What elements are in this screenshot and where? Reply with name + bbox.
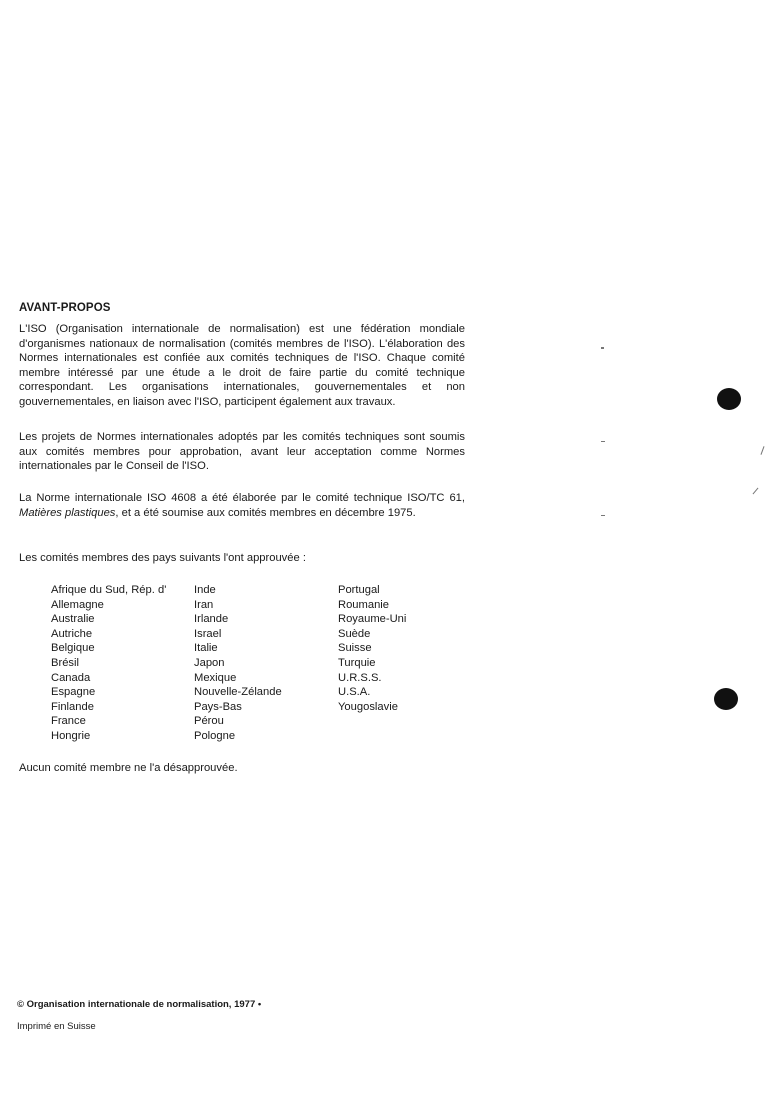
- country-name: Roumanie: [338, 598, 389, 611]
- country-name: Royaume-Uni: [338, 613, 407, 626]
- country-name: Israel: [194, 627, 222, 640]
- country-name: Italie: [194, 642, 218, 655]
- paragraph-draft-standards: Les projets de Normes internationales adoptés par les comités techniques sont soumis aux comités membres pour approbation, avant leur acceptation comme Normes internationales par le Conseil de l'ISO.: [19, 431, 465, 473]
- paragraph-standard-origin-part2: , et a été soumise aux comités membres en décembre 1975.: [115, 506, 416, 519]
- committee-title: Matières plastiques: [19, 506, 116, 519]
- copyright-notice: © Organisation internationale de normalisation, 1977 •: [17, 999, 262, 1010]
- country-name: Iran: [194, 598, 214, 611]
- country-column-1: [51, 583, 166, 744]
- scan-speck: [753, 488, 759, 495]
- country-name: Japon: [194, 656, 225, 669]
- country-name: Canada: [51, 671, 91, 684]
- country-name: Pologne: [194, 729, 236, 742]
- country-name: Autriche: [51, 627, 93, 640]
- country-name: France: [51, 715, 86, 728]
- paragraph-iso-intro: L'ISO (Organisation internationale de normalisation) est une fédération mondiale d'organismes nationaux de normalisation (comités membres de l'ISO). L'élaboration des Normes internationales est confiée aux comités techniques de l'ISO. Chaque comité membre intéressé par une étude a le droit de faire partie du comité technique correspondant. Les organisations internationales, gouvernementales et non gouvernementales, en liaison avec l'ISO, participent également aux travaux.: [19, 323, 465, 408]
- country-name: Mexique: [194, 671, 237, 684]
- country-name: Portugal: [338, 584, 380, 596]
- country-name: Suède: [338, 627, 371, 640]
- country-name: Nouvelle-Zélande: [194, 686, 282, 699]
- country-name: Espagne: [51, 686, 96, 699]
- scan-speck: [601, 441, 605, 442]
- country-name: Afrique du Sud, Rép. d': [51, 584, 167, 596]
- scan-speck: [760, 446, 764, 455]
- scan-speck: [601, 347, 604, 349]
- country-name: Belgique: [51, 642, 95, 655]
- country-name: Finlande: [51, 700, 94, 713]
- punch-hole-upper: [717, 388, 741, 410]
- paragraph-approval-intro: Les comités membres des pays suivants l'ont approuvée :: [19, 552, 306, 564]
- country-name: Yougoslavie: [338, 700, 398, 713]
- paragraph-standard-origin: [19, 491, 465, 520]
- country-name: Hongrie: [51, 729, 91, 742]
- section-heading: AVANT-PROPOS: [19, 302, 111, 314]
- country-name: Australie: [51, 613, 95, 626]
- country-name: Brésil: [51, 656, 79, 669]
- country-name: Suisse: [338, 642, 372, 655]
- country-name: Pays-Bas: [194, 700, 242, 713]
- paragraph-no-disapproval: Aucun comité membre ne l'a désapprouvée.: [19, 762, 238, 774]
- paragraph-standard-origin-part1: La Norme internationale ISO 4608 a été élaborée par le comité technique ISO/TC 61,: [19, 492, 465, 504]
- punch-hole-lower: [714, 688, 738, 710]
- country-column-3: [338, 583, 406, 714]
- country-name: U.R.S.S.: [338, 671, 382, 684]
- country-name: Pérou: [194, 715, 224, 728]
- scan-speck: [601, 515, 605, 516]
- country-name: Irlande: [194, 613, 229, 626]
- country-name: Turquie: [338, 656, 376, 669]
- country-name: U.S.A.: [338, 686, 371, 699]
- country-name: Allemagne: [51, 598, 104, 611]
- country-column-2: [194, 583, 282, 744]
- printed-notice: Imprimé en Suisse: [17, 1021, 96, 1032]
- country-name: Inde: [194, 584, 216, 596]
